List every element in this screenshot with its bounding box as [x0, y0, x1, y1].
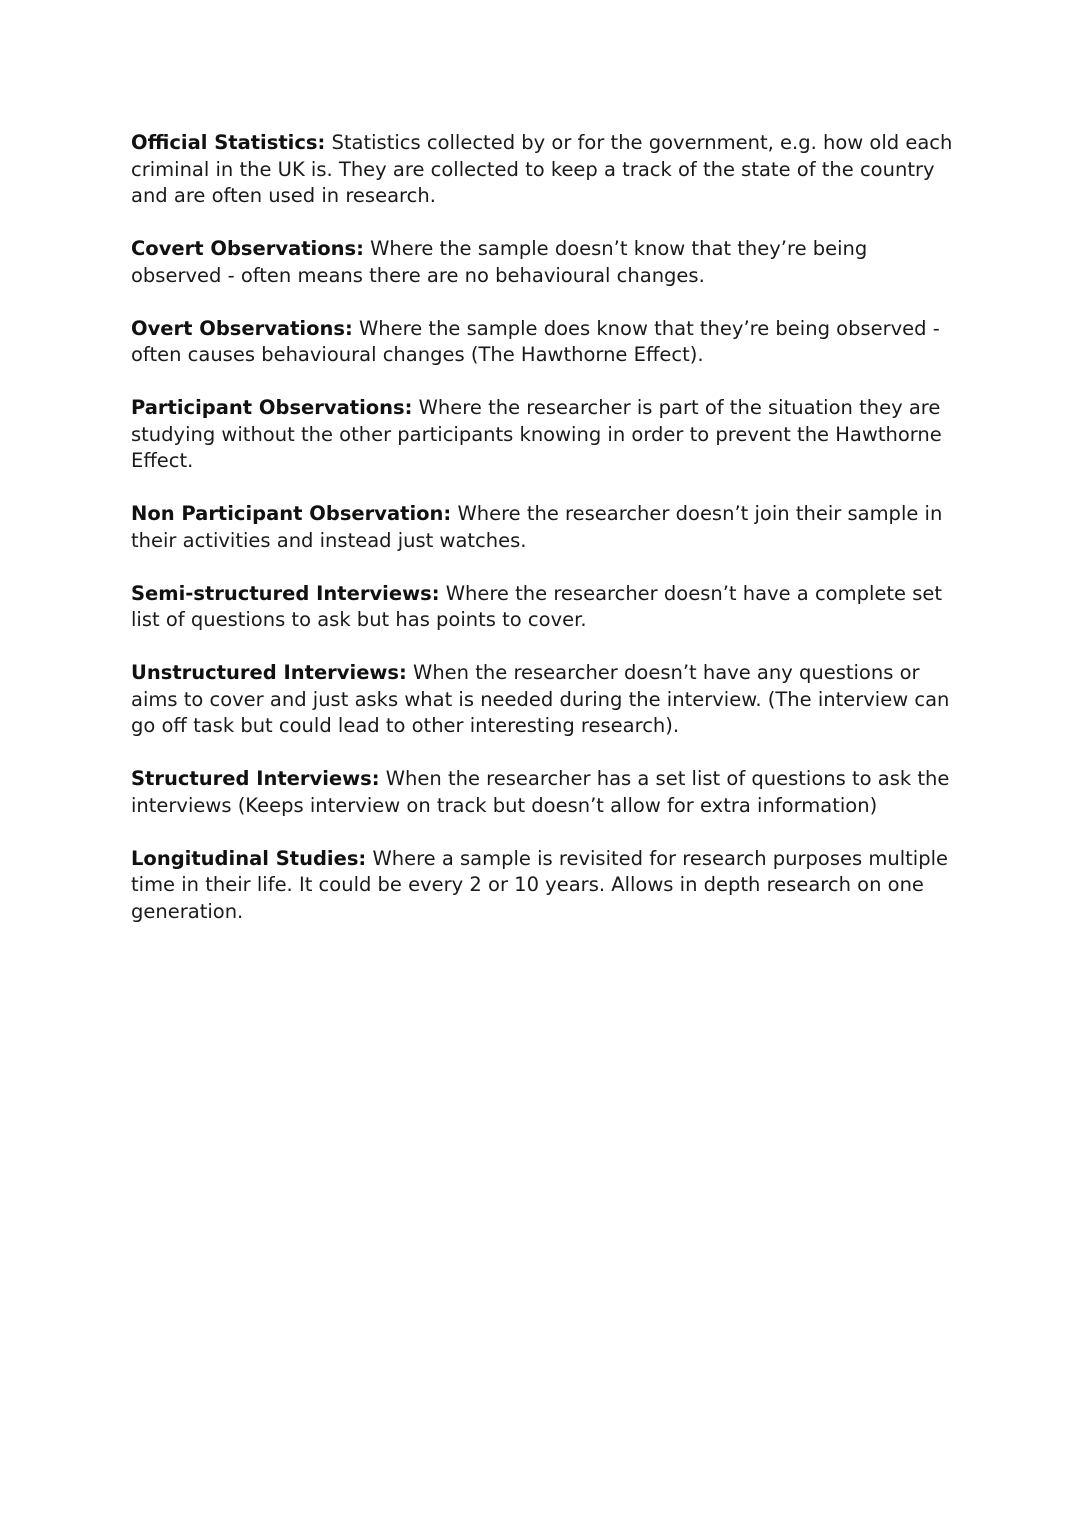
term-label: Structured Interviews:	[131, 767, 380, 790]
definition-text: Where the sample does know that they’re being observed - often causes behavioural changes (The Hawthorne Effect).	[131, 316, 940, 366]
definition-text: Where the sample doesn’t know that they’re being observed - often means there are no behavioural changes.	[131, 237, 868, 287]
definition-text: Where the researcher is part of the situation they are studying without the other participants knowing in order to prevent the Hawthorne Effect.	[131, 396, 942, 472]
term-label: Non Participant Observation:	[131, 502, 452, 525]
entry-structured-interviews	[131, 766, 961, 819]
entry-overt-observations	[131, 316, 961, 369]
definition-text: When the researcher doesn’t have any questions or aims to cover and just asks what is needed during the interview. (The interview can go off task but could lead to other interesting research).	[131, 661, 950, 737]
term-label: Longitudinal Studies:	[131, 846, 367, 870]
entry-semi-structured-interviews	[131, 581, 961, 634]
term-label: Semi-structured Interviews:	[131, 581, 440, 605]
definition-text: When the researcher has a set list of questions to ask the interviews (Keeps interview on track but doesn’t allow for extra information)	[131, 767, 950, 817]
term-label: Participant Observations:	[131, 396, 413, 419]
entry-official-statistics	[131, 130, 961, 210]
entry-unstructured-interviews	[131, 660, 961, 740]
definition-text: Statistics collected by or for the government, e.g. how old each criminal in the UK is. They are collected to keep a track of the state of the country and are often used in research.	[131, 131, 953, 207]
term-label: Overt Observations:	[131, 316, 353, 340]
definition-text: Where a sample is revisited for research purposes multiple time in their life. It could be every 2 or 10 years. Allows in depth research on one generation.	[131, 846, 948, 923]
definitions-list	[131, 130, 961, 952]
term-label: Unstructured Interviews:	[131, 661, 407, 684]
term-label: Official Statistics:	[131, 131, 326, 154]
entry-longitudinal-studies	[131, 846, 961, 926]
entry-covert-observations	[131, 236, 961, 289]
definition-text: Where the researcher doesn’t join their sample in their activities and instead just watches.	[131, 502, 943, 552]
term-label: Covert Observations:	[131, 237, 364, 260]
entry-participant-observations	[131, 395, 961, 475]
definition-text: Where the researcher doesn’t have a complete set list of questions to ask but has points to cover.	[131, 581, 943, 631]
entry-non-participant-observation	[131, 501, 961, 554]
